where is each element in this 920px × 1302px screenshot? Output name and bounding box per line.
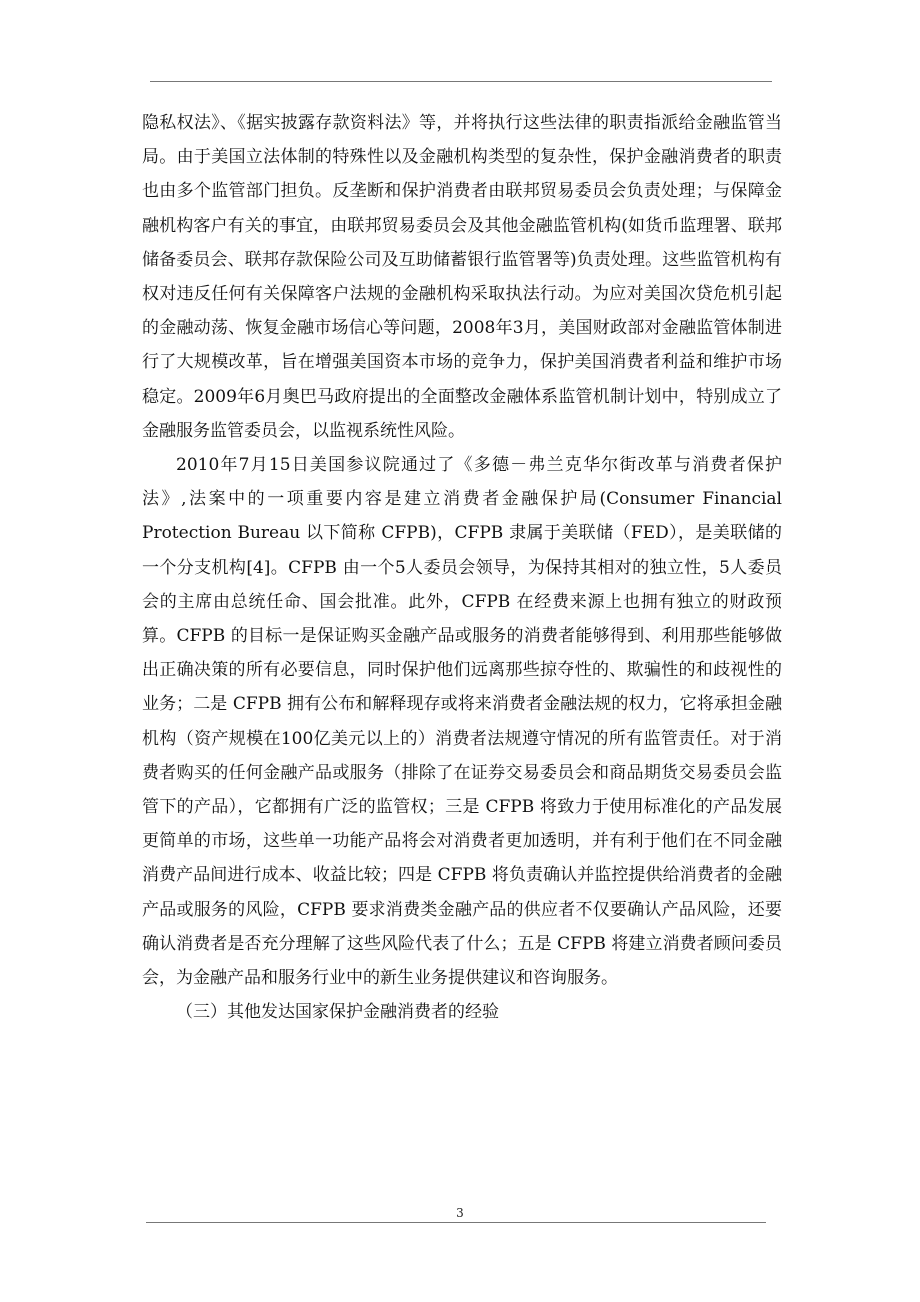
page-number: 3 [456,1206,464,1220]
header-rule [150,81,772,82]
section-heading: （三）其他发达国家保护金融消费者的经验 [176,1002,499,1023]
paragraph-continuation: 隐私权法》、《据实披露存款资料法》等，并将执行这些法律的职责指派给金融监管当局。由于美国立法体制的特殊性以及金融机构类型的复杂性，保护金融消费者的职责也由多个监管部门担负。反垄断和保护消费者由联邦贸易委员会负责处理；与保障金融机构客户有关的事宜，由联邦贸易委员会及其他金融监管机构(如货币监理署、联邦储备委员会、联邦存款保险公司及互助储蓄银行监管署等)负责处理。这些监管机构有权对违反任何有关保障客户法规的金融机构采取执法行动。为应对美国次贷危机引起的金融动荡、恢复金融市场信心等问题，2008年3月，美国财政部对金融监管体制进行了大规模改革，旨在增强美国资本市场的竞争力，保护美国消费者利益和维护市场稳定。2009年6月奥巴马政府提出的全面整改金融体系监管机制计划中，特别成立了金融服务监管委员会，以监视系统性风险。 [142,113,782,441]
footer-rule [146,1222,766,1223]
paragraph-cfpb: 2010年7月15日美国参议院通过了《多德－弗兰克华尔街改革与消费者保护法》,法案中的一项重要内容是建立消费者金融保护局(Consumer Financial Protection Bureau 以下简称 CFPB)，CFPB 隶属于美联储（FED），是美联储的一个分支机构[4]。CFPB 由一个5人委员会领导，为保持其相对的独立性，5人委员会的主席由总统任命、国会批准。此外，CFPB 在经费来源上也拥有独立的财政预算。CFPB 的目标一是保证购买金融产品或服务的消费者能够得到、利用那些能够做出正确决策的所有必要信息，同时保护他们远离那些掠夺性的、欺骗性的和歧视性的业务；二是 CFPB 拥有公布和解释现存或将来消费者金融法规的权力，它将承担金融机构（资产规模在100亿美元以上的）消费者法规遵守情况的所有监管责任。对于消费者购买的任何金融产品或服务（排除了在证券交易委员会和商品期货交易委员会监管下的产品），它都拥有广泛的监管权；三是 CFPB 将致力于使用标准化的产品发展更简单的市场，这些单一功能产品将会对消费者更加透明，并有利于他们在不同金融消费产品间进行成本、收益比较；四是 CFPB 将负责确认并监控提供给消费者的金融产品或服务的风险，CFPB 要求消费类金融产品的供应者不仅要确认产品风险，还要确认消费者是否充分理解了这些风险代表了什么；五是 CFPB 将建立消费者顾问委员会，为金融产品和服务行业中的新生业务提供建议和咨询服务。 [142,455,782,989]
document-body [142,106,782,1029]
